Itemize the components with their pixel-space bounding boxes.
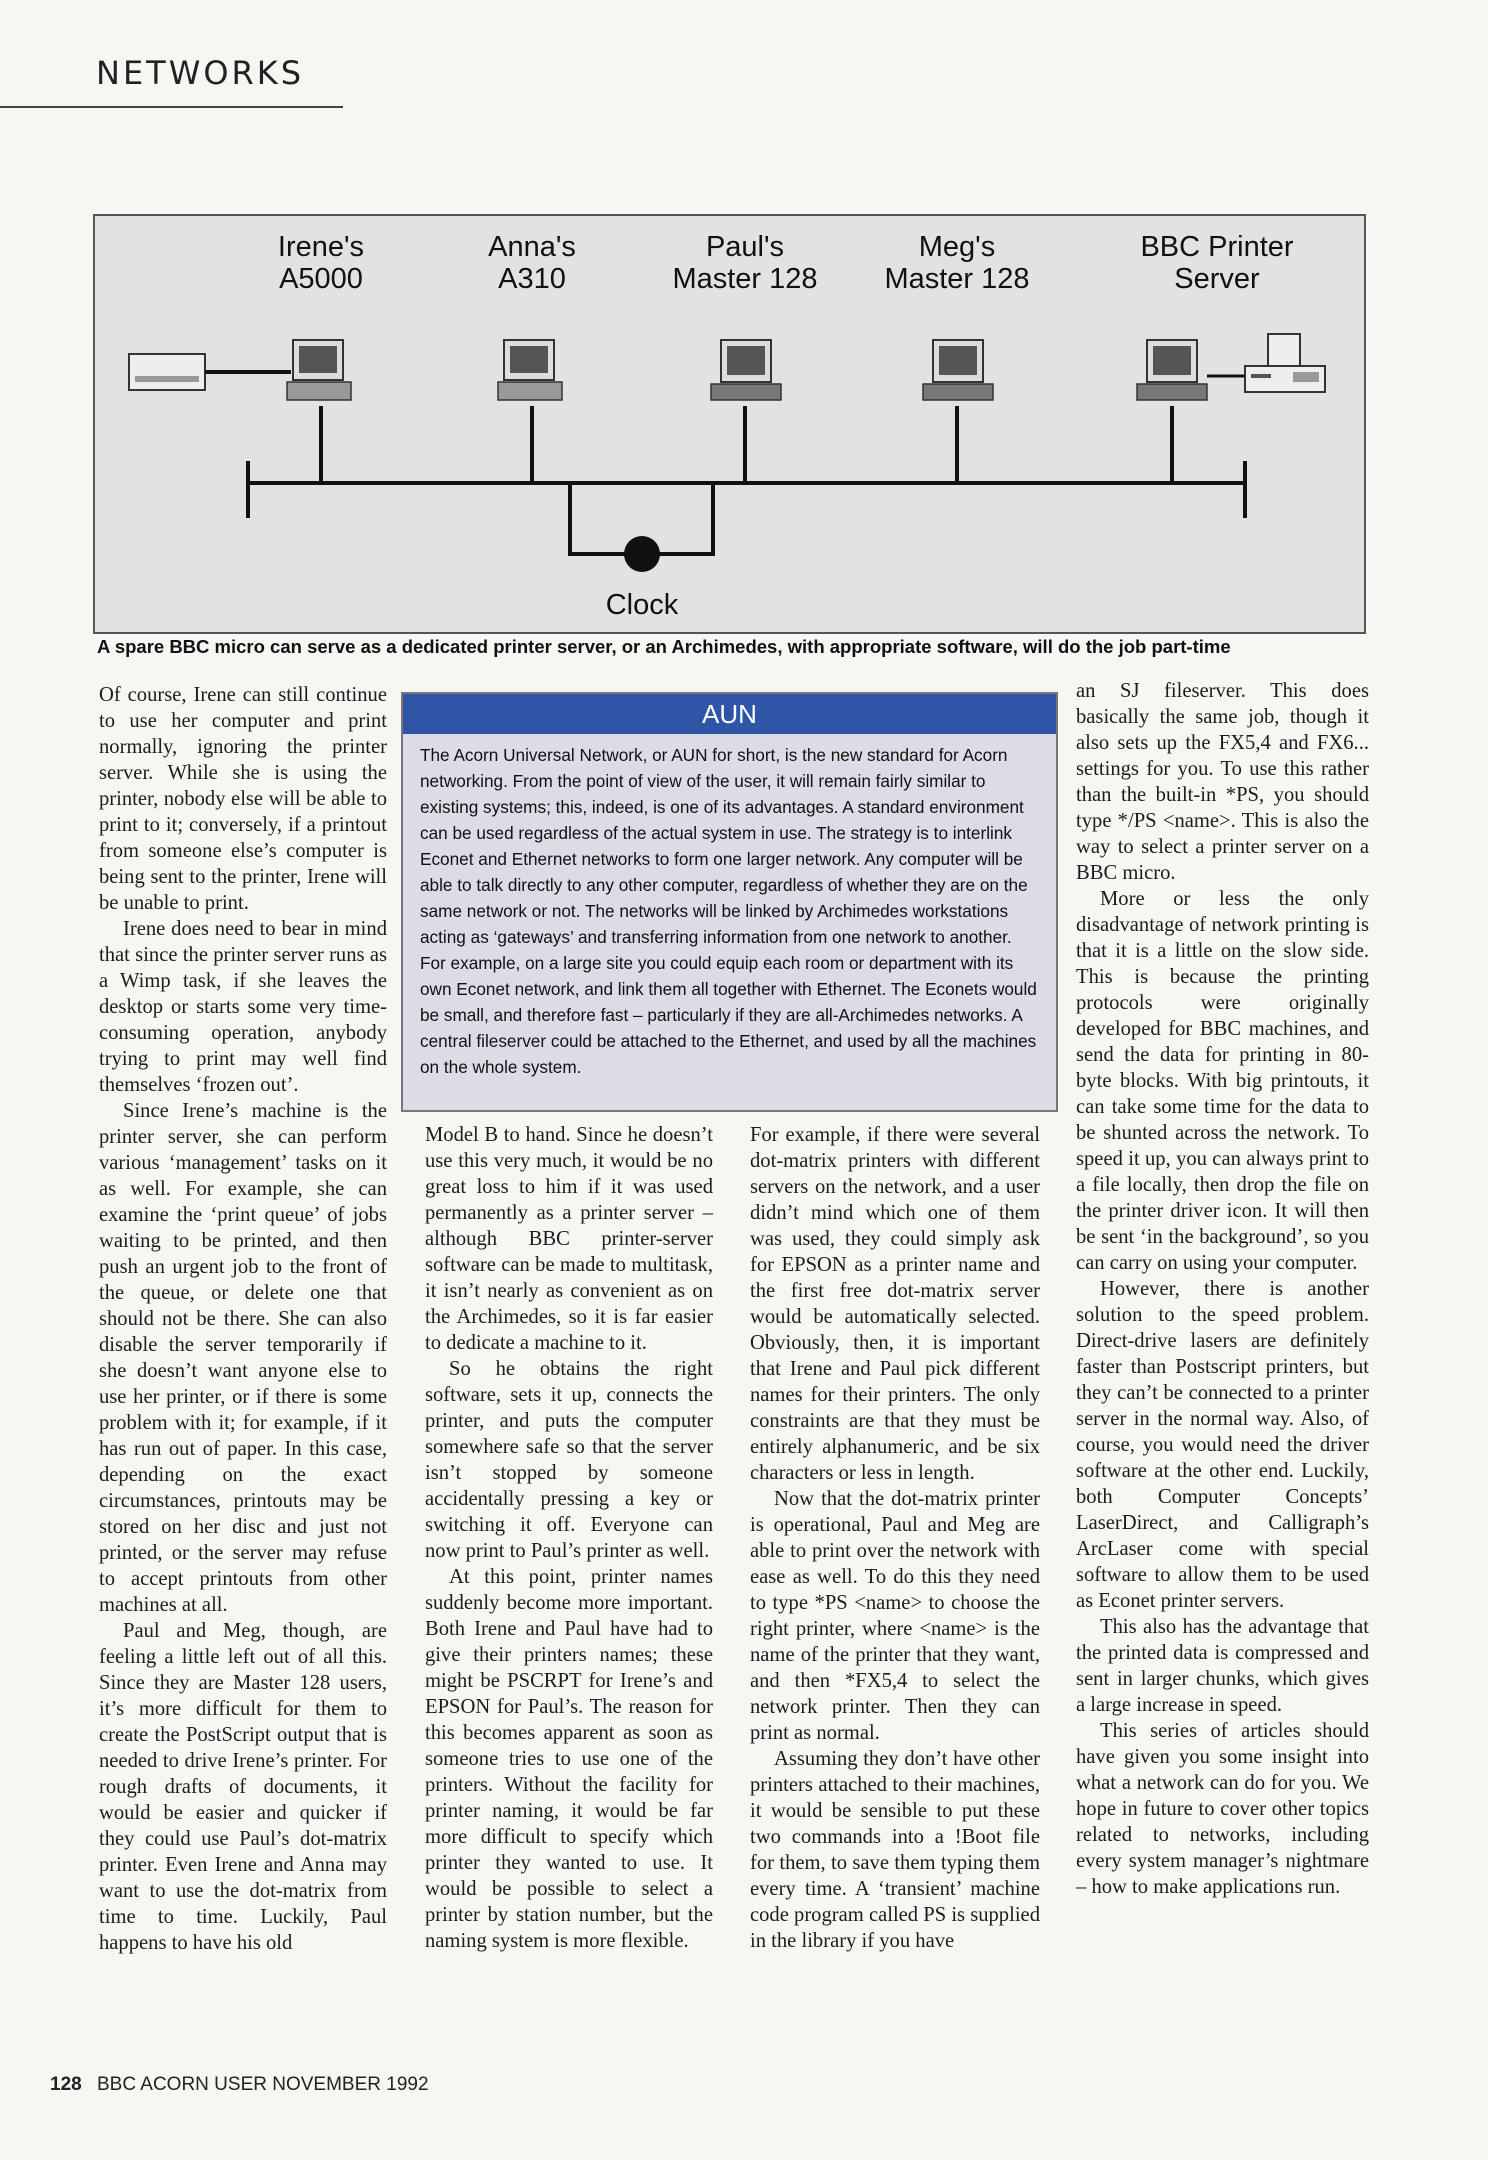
clock-label: Clock: [605, 589, 679, 621]
paragraph: Model B to hand. Since he doesn’t use this very much, it would be no great loss to him if it was used permanently as a printer server – although BBC printer-server software can be made to multitask, it isn’t nearly as convenient as on the Archimedes, so it is far easier to dedicate a machine to it.: [425, 1124, 713, 1354]
paragraph: This series of articles should have given you some insight into what a network can do for you. We hope in future to cover other topics related to networks, including every system manager’s nightmare – how to make applications run.: [1076, 1720, 1369, 1898]
paragraph: Now that the dot-matrix printer is operational, Paul and Meg are able to print over the network with ease as well. To do this they need to type *PS <name> to choose the right printer, where <name> is the name of the printer that they want, and then *FX5,4 to select the network printer. Then they can print as normal.: [750, 1488, 1040, 1744]
clock-node: [624, 536, 660, 572]
node-label-irene-name: Irene's: [277, 231, 365, 263]
paragraph: Assuming they don’t have other printers attached to their machines, it would be sensible to put these two commands into a !Boot file for them, to save them typing them every time. A ‘transient’ machine code program called PS is supplied in the library if you have: [750, 1748, 1040, 1952]
figure-caption: A spare BBC micro can serve as a dedicated printer server, or an Archimedes, with appropriate software, will do the job part-time: [97, 636, 1231, 657]
article-column-4: [1076, 678, 1369, 1900]
node-label-server-model: Server: [1174, 263, 1260, 295]
aun-sidebar: [401, 692, 1058, 1112]
publication-line: BBC ACORN USER NOVEMBER 1992: [96, 2074, 429, 2095]
paragraph: This also has the advantage that the printed data is compressed and sent in larger chunks, which gives a large increase in speed.: [1076, 1616, 1369, 1716]
paragraph: Irene does need to bear in mind that since the printer server runs as a Wimp task, if she leaves the desktop or starts some very time-consuming operation, anybody trying to print may well find themselves ‘frozen out’.: [99, 918, 387, 1096]
article-column-2: [425, 1122, 713, 1954]
node-label-meg-model: Master 128: [884, 263, 1030, 295]
page-number: 128: [50, 2074, 82, 2095]
paragraph: At this point, printer names suddenly become more important. Both Irene and Paul have had to give their printers names; these might be PSCRPT for Irene’s and EPSON for Paul’s. The reason for this becomes apparent as soon as someone tries to use one of the printers. Without the facility for printer naming, it would be far more difficult to specify which printer they wanted to use. It would be possible to select a printer by station number, but the naming system is more flexible.: [425, 1566, 713, 1952]
page-footer: [50, 2074, 429, 2096]
irene-computer-icon: [129, 340, 351, 400]
paragraph: More or less the only disadvantage of network printing is that it is a little on the slow side. This is because the printing protocols were originally developed for BBC machines, and send the data for printing in 80-byte blocks. With big printouts, it can take some time for the data to be shunted across the network. To speed it up, you can always print to a file locally, then drop the file on the printer driver icon. It will then be sent ‘in the background’, so you can carry on using your computer.: [1076, 888, 1369, 1274]
paragraph: Of course, Irene can still continue to use her computer and print normally, ignoring the printer server. While she is using the printer, nobody else will be able to print to it; conversely, if a printout from someone else’s computer is being sent to the printer, Irene will be unable to print.: [99, 684, 387, 914]
node-label-irene-model: A5000: [279, 263, 363, 295]
paragraph: For example, if there were several dot-matrix printers with different servers on the network, and a user didn’t mind which one of them was used, they could simply ask for EPSON as a printer name and the first free dot-matrix server would be automatically selected. Obviously, then, it is important that Irene and Paul pick different names for their printers. The only constraints are that they must be entirely alphanumeric, and be six characters or less in length.: [750, 1124, 1040, 1484]
node-label-paul-name: Paul's: [705, 231, 785, 263]
server-computer-icon: [1137, 334, 1325, 400]
node-label-server-name: BBC Printer: [1140, 231, 1294, 263]
section-header: NETWORKS: [96, 54, 305, 92]
paragraph: Since Irene’s machine is the printer server, she can perform various ‘management’ tasks on it as well. For example, she can examine the ‘print queue’ of jobs waiting to be printed, and then push an urgent job to the front of the queue, or delete one that should not be there. She can also disable the server temporarily if she doesn’t want anyone else to use her printer, or if there is some problem with it; for example, if it has run out of paper. In this case, depending on the exact circumstances, printouts may be stored on her disc and just not printed, or the server may refuse to accept printouts from other machines at all.: [99, 1100, 387, 1616]
paragraph: However, there is another solution to the speed problem. Direct-drive lasers are definitely faster than Postscript printers, but they can’t be connected to a printer server in the normal way. Also, of course, you would need the driver software at the other end. Luckily, both Computer Concepts’ LaserDirect, and Calligraph’s ArcLaser come with special software to allow them to be used as Econet printer servers.: [1076, 1278, 1369, 1612]
network-diagram: [93, 214, 1366, 634]
aun-title: AUN: [403, 694, 1056, 734]
article-column-1: [99, 682, 387, 1956]
meg-computer-icon: [923, 340, 993, 400]
aun-paragraph: The Acorn Universal Network, or AUN for short, is the new standard for Acorn networking. From the point of view of the user, it will remain fairly similar to existing systems; this, indeed, is one of its advantages. A standard environment can be used regardless of the actual system in use. The strategy is to interlink Econet and Ethernet networks to form one larger network. Any computer will be able to talk directly to any other computer, regardless of whether they are on the same network or not. The networks will be linked by Archimedes workstations acting as ‘gateways’ and transferring information from one network to another.: [420, 745, 1028, 947]
anna-computer-icon: [498, 340, 562, 400]
aun-paragraph: For example, on a large site you could equip each room or department with its own Econet network, and link them all together with Ethernet. The Econets would be small, and therefore fast – particularly if they are all-Archimedes networks. A central fileserver could be attached to the Ethernet, and used by all the machines on the whole system.: [420, 953, 1037, 1077]
paul-computer-icon: [711, 340, 781, 400]
node-label-anna-model: A310: [498, 263, 566, 295]
paragraph: Paul and Meg, though, are feeling a little left out of all this. Since they are Master 128 users, it’s more difficult for them to create the PostScript output that is needed to drive Irene’s printer. For rough drafts of documents, it would be easier and quicker if they could use Paul’s dot-matrix printer. Even Irene and Anna may want to use the dot-matrix from time to time. Luckily, Paul happens to have his old: [99, 1620, 387, 1954]
node-label-anna-name: Anna's: [488, 231, 576, 263]
paragraph: an SJ fileserver. This does basically the same job, though it also sets up the FX5,4 and FX6... settings for you. To use this rather than the built-in *PS, you should type */PS <name>. This is also the way to select a printer server on a BBC micro.: [1076, 680, 1369, 884]
node-label-meg-name: Meg's: [918, 231, 996, 263]
paragraph: So he obtains the right software, sets it up, connects the printer, and puts the computer somewhere safe so that the server isn’t stopped by someone accidentally pressing a key or switching it off. Everyone can now print to Paul’s printer as well.: [425, 1358, 713, 1562]
node-label-paul-model: Master 128: [672, 263, 818, 295]
header-rule: [0, 106, 343, 108]
article-column-3: [750, 1122, 1040, 1954]
